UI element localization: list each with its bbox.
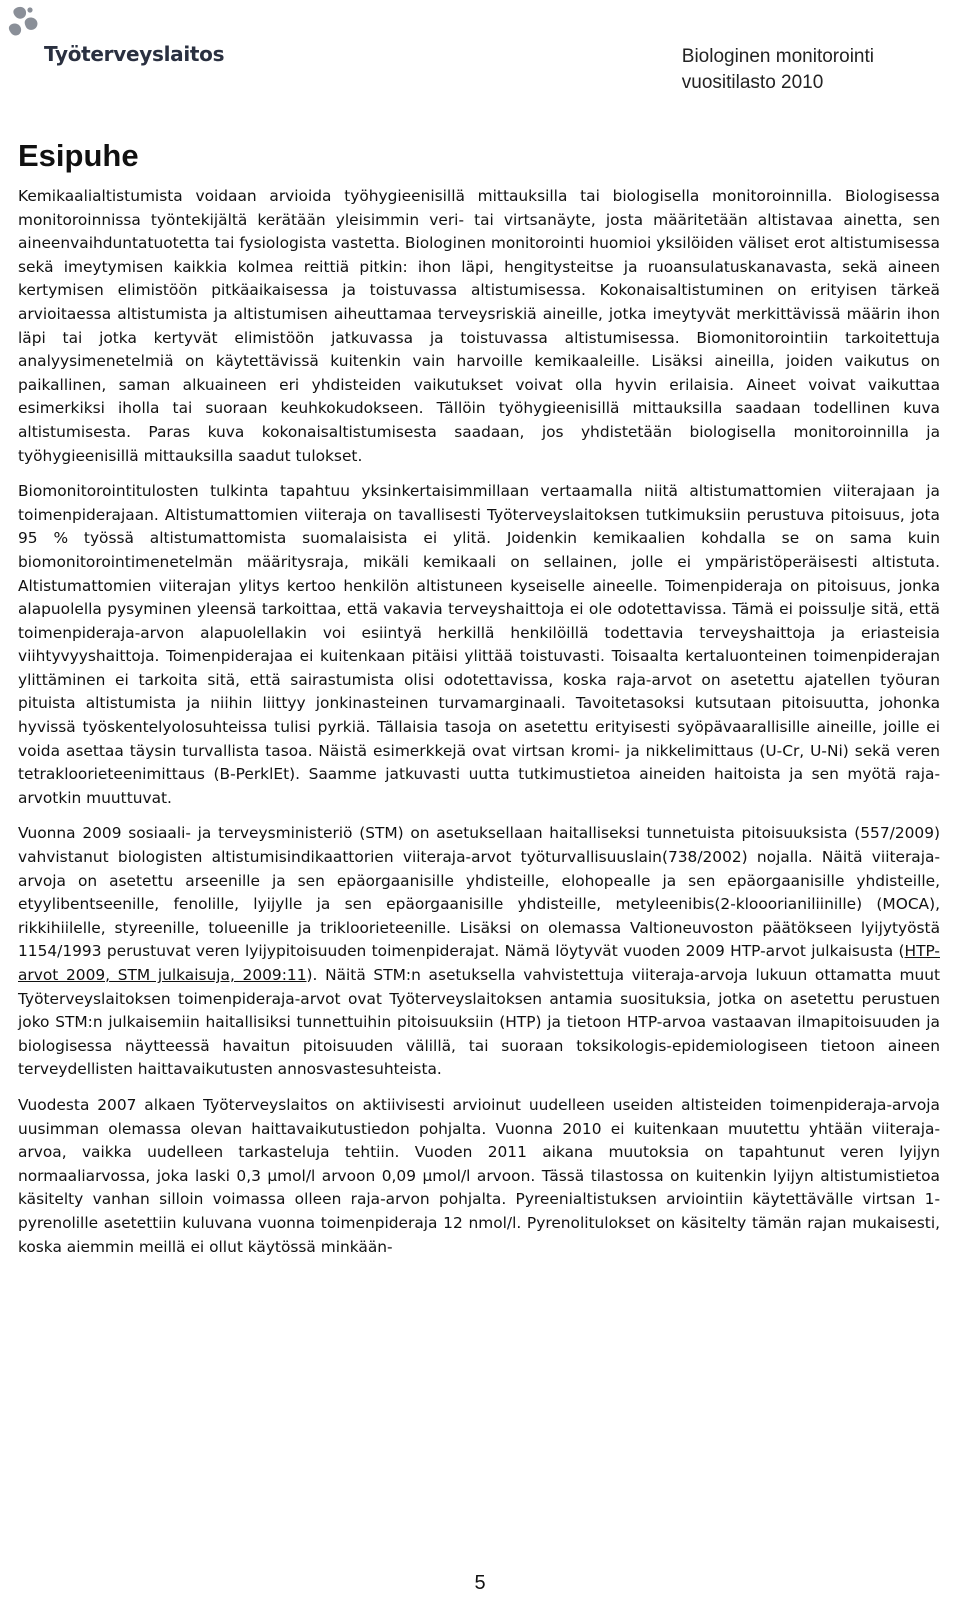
logo-mark-icon — [4, 4, 48, 48]
page-title: Esipuhe — [18, 138, 139, 173]
paragraph-3-text-b: ). Näitä STM:n asetuksella vahvistettuja viiteraja-arvoja lukuun ottamatta muut Työterveyslaitoksen toimenpideraja-arvot ovat Työterveyslaitoksen antamia suosituksia, jotka on asetettu perustuen joko STM:n julkaisemiin haitallisiksi tunnettuihin pitoisuuksiin (HTP) ja tietoon HTP-arvoa vastaavan ilmapitoisuuden ja biologisessa näytteessä havaitun pitoisuuden välillä, tai suoraan toksikologis-epidemiologiseen tietoon aineen terveydellisten haittavaikutusten annosvastesuhteista. — [18, 966, 940, 1079]
paragraph-3 — [18, 822, 940, 1082]
page-number: 5 — [474, 1572, 486, 1594]
report-title-line2: vuositilasto 2010 — [681, 72, 824, 93]
paragraph-4: Vuodesta 2007 alkaen Työterveyslaitos on aktiivisesti arvioinut uudelleen useiden altisteiden toimenpideraja-arvoja uusimman olemassa olevan haittavaikutustiedon pohjalta. Vuonna 2010 ei kuitenkaan muutettu yhtään viiteraja-arvoa, vaikka uudelleen tarkasteluja tehtiin. Vuoden 2011 aikana muutoksia on tapahtunut veren lyijyn normaaliarvossa, joka laski 0,3 µmol/l arvoon 0,09 µmol/l arvoon. Tässä tilastossa on kuitenkin lyijyn altistumistietoa käsitelty vanhan silloin voimassa olleen raja-arvon pohjalta. Pyreenialtistuksen arviointiin käytettävälle virtsan 1-pyrenolille asetettiin kuluvana vuonna toimenpideraja 12 nmol/l. Pyrenolitulokset on käsitelty tämän rajan mukaisesti, koska aiemmin meillä ei ollut käytössä minkään- — [18, 1095, 940, 1256]
htp-publication-link[interactable]: HTP-arvot 2009, STM julkaisuja, 2009:11 — [18, 942, 940, 984]
page-header — [0, 0, 960, 110]
body-text — [18, 185, 940, 1271]
org-name: Työterveyslaitos — [44, 42, 225, 66]
report-title — [682, 44, 874, 96]
paragraph-3-text-a: Vuonna 2009 sosiaali- ja terveysministeriö (STM) on asetuksellaan haitalliseksi tunnetuista pitoisuuksista (557/2009) vahvistanut biologisten altistumisindikaattorien viiteraja-arvot työturvallisuuslain(738/2002) nojalla. Näitä viiteraja-arvoja on asetettu arseenille ja sen epäorgaanisille yhdisteille, elohopealle ja sen epäorgaanisille yhdisteille, etyylibentseenille, fenolille, lyijylle ja sen epäorgaanisille yhdisteille, metyleenibis(2-klooorianiliinille) (MOCA), rikkihiilelle, styreenille, tolueenille ja trikloorieteenille. Lisäksi on olemassa Valtioneuvoston päätökseen lyijytyöstä 1154/1993 perustuvat veren lyijypitoisuuden toimenpiderajat. Nämä löytyvät vuoden 2009 HTP-arvot julkaisusta ( — [18, 824, 940, 961]
logo — [4, 4, 225, 74]
paragraph-1: Kemikaalialtistumista voidaan arvioida työhygieenisillä mittauksilla tai biologisella monitoroinnilla. Biologisessa monitoroinnissa työntekijältä kerätään yleisimmin veri- tai virtsanäyte, josta määritetään altistavaa ainetta, sen aineenvaihduntatuotetta tai fysiologista vastetta. Biologinen monitorointi huomioi yksilöiden väliset erot altistumisessa sekä imeytymisen kaikkia kolmea reittiä pitkin: ihon läpi, hengitysteitse ja ruoansulatuskanavasta, sekä aineen kertymisen elimistöön pitkäaikaisessa ja toistuvassa altistumisessa. Kokonaisaltistuminen on erityisen tärkeä arvioitaessa altistumista ja altistumisen aiheuttamaa terveysriskiä aineille, jotka imeytyvät merkittävissä määrin ihon läpi tai jotka kertyvät elimistöön jatkuvassa ja toistuvassa altistumisessa. Biomonitorointiin tarkoitettuja analyysimenetelmiä on käytettävissä kuitenkin vain harvoille kemikaaleille. Lisäksi aineilla, joiden vaikutus on paikallinen, saman alkuaineen eri yhdisteiden vaikutukset voivat olla hyvin erilaisia. Aineet voivat vaikuttaa esimerkiksi iholla tai suoraan keuhkokudokseen. Tällöin työhygieenisillä mittauksilla saadaan todellinen kuva altistumisesta. Paras kuva kokonaisaltistumisesta saadaan, jos yhdistetään biologisella monitoroinnilla ja työhygieenisillä mittauksilla saadut tulokset. — [18, 187, 940, 465]
report-title-line1: Biologinen monitorointi — [681, 46, 874, 67]
paragraph-2: Biomonitorointitulosten tulkinta tapahtuu yksinkertaisimmillaan vertaamalla niitä altistumattomien viiterajaan ja toimenpiderajaan. Altistumattomien viiteraja on tavallisesti Työterveyslaitoksen tutkimuksiin perustuva pitoisuus, jota 95 % työssä altistumattomista suomalaisista ei ylitä. Joidenkin kemikaalien kohdalla se on sama kuin biomonitorointimenetelmän määritysraja, mikäli kemikaali on sellainen, jolle ei ympäristöperäisesti altistuta. Altistumattomien viiterajan ylitys kertoo henkilön altistuneen kyseiselle aineelle. Toimenpideraja on pitoisuus, jonka alapuolella pysyminen yleensä tarkoittaa, että vakavia terveyshaittoja ei ole odotettavissa. Tämä ei poissulje sitä, että toimenpideraja-arvon alapuolellakin voi esiintyä herkillä henkilöillä todettavia terveyshaittoja ja eriasteisia viihtyvyyshaittoja. Toimenpiderajaa ei kuitenkaan pitäisi ylittää toistuvasti. Toisaalta kertaluonteinen toimenpiderajan ylittäminen ei tarkoita sitä, että sairastumista olisi odotettavissa, koska raja-arvot on asetettu ajatellen työuran pituista altistumista ja niihin liittyy jonkinasteinen turvamarginaali. Tavoitetasoksi kutsutaan pitoisuutta, johonka hyvissä työskentelyolosuhteissa tulisi pyrkiä. Tällaisia tasoja on asetettu erityisesti syöpävaarallisille aineille, joille ei voida asettaa täysin turvallista tasoa. Näistä esimerkkejä ovat virtsan kromi- ja nikkelimittaus (U-Cr, U-Ni) sekä veren tetrakloorieteenimittaus (B-PerklEt). Saamme jatkuvasti uutta tutkimustietoa aineiden haitoista ja sen myötä raja-arvotkin muuttuvat. — [18, 482, 940, 807]
